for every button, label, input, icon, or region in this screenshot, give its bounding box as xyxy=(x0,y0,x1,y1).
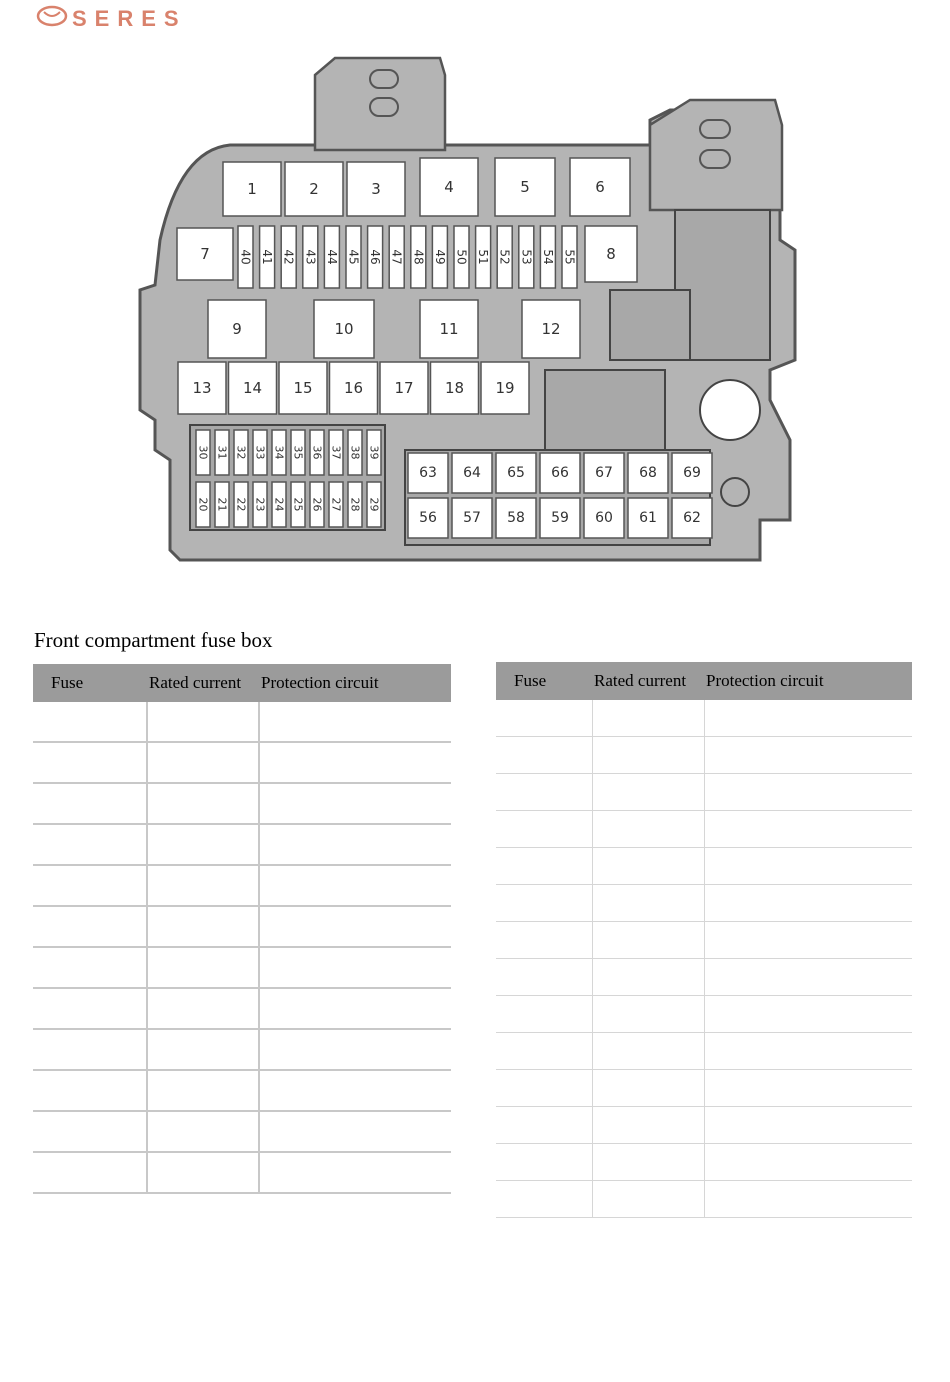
fuse-cell xyxy=(496,1033,592,1070)
fuse-cell xyxy=(496,811,592,848)
table-row xyxy=(496,1107,912,1144)
fuse-24 xyxy=(272,482,286,527)
fuse-59 xyxy=(540,498,580,538)
svg-text:13: 13 xyxy=(192,379,212,397)
fuse-32 xyxy=(234,430,248,475)
fuse-cell xyxy=(496,700,592,737)
fuse-31 xyxy=(215,430,229,475)
svg-text:40: 40 xyxy=(238,249,253,265)
svg-text:49: 49 xyxy=(432,249,447,265)
svg-text:27: 27 xyxy=(329,497,343,512)
svg-text:44: 44 xyxy=(324,249,339,265)
fuse-63 xyxy=(408,453,448,493)
fuse-23 xyxy=(253,482,267,527)
svg-text:33: 33 xyxy=(253,445,267,460)
table-row xyxy=(496,885,912,922)
protection-circuit-cell xyxy=(259,742,451,783)
rated-current-cell xyxy=(592,1107,704,1144)
svg-text:9: 9 xyxy=(232,320,242,338)
svg-text:17: 17 xyxy=(394,379,414,397)
fuse-6 xyxy=(570,158,630,216)
rated-current-cell xyxy=(592,1181,704,1218)
fuse-cell xyxy=(496,1070,592,1107)
fuse-27 xyxy=(329,482,343,527)
svg-text:45: 45 xyxy=(346,249,361,265)
svg-text:57: 57 xyxy=(463,510,481,526)
fuse-62 xyxy=(672,498,712,538)
protection-circuit-cell xyxy=(704,1181,912,1218)
rated-current-cell xyxy=(592,959,704,996)
rated-current-cell xyxy=(147,947,259,988)
svg-text:58: 58 xyxy=(507,510,525,526)
rated-current-cell xyxy=(592,885,704,922)
table-row xyxy=(33,783,451,824)
fuse-14 xyxy=(229,362,277,414)
protection-circuit-cell xyxy=(704,774,912,811)
svg-text:16: 16 xyxy=(343,379,364,397)
fuse-cell xyxy=(496,1107,592,1144)
svg-text:26: 26 xyxy=(310,497,324,512)
fuse-53 xyxy=(519,226,534,288)
protection-circuit-cell xyxy=(704,737,912,774)
fuse-26 xyxy=(310,482,324,527)
svg-text:25: 25 xyxy=(291,497,305,512)
fuse-cell xyxy=(496,922,592,959)
fuse-30 xyxy=(196,430,210,475)
fuse-8 xyxy=(585,226,637,282)
fuse-cell xyxy=(33,947,147,988)
rated-current-cell xyxy=(592,811,704,848)
table-row xyxy=(33,906,451,947)
svg-text:50: 50 xyxy=(454,249,469,265)
fuse-57 xyxy=(452,498,492,538)
table-row xyxy=(496,737,912,774)
rated-current-cell xyxy=(147,988,259,1029)
fuse-cell xyxy=(33,865,147,906)
svg-text:31: 31 xyxy=(215,445,229,460)
fuse-12 xyxy=(522,300,580,358)
fuse-49 xyxy=(432,226,447,288)
svg-text:60: 60 xyxy=(595,510,613,526)
rated-current-cell xyxy=(592,1070,704,1107)
protection-circuit-cell xyxy=(259,865,451,906)
fuse-54 xyxy=(540,226,555,288)
seres-logo-icon xyxy=(34,4,74,30)
fuse-cell xyxy=(496,959,592,996)
svg-text:18: 18 xyxy=(444,379,465,397)
protection-circuit-cell xyxy=(704,700,912,737)
rated-current-cell xyxy=(147,1070,259,1111)
fuse-1 xyxy=(223,162,281,216)
header-rated-current: Rated current xyxy=(592,662,704,700)
fuse-22 xyxy=(234,482,248,527)
fuse-28 xyxy=(348,482,362,527)
protection-circuit-cell xyxy=(259,1152,451,1193)
protection-circuit-cell xyxy=(704,922,912,959)
rated-current-cell xyxy=(592,922,704,959)
svg-text:19: 19 xyxy=(495,379,515,397)
fuse-41 xyxy=(260,226,275,288)
svg-text:51: 51 xyxy=(476,249,491,265)
svg-text:41: 41 xyxy=(260,249,275,265)
svg-text:68: 68 xyxy=(639,465,657,481)
fuse-table-right xyxy=(496,662,912,1218)
svg-text:22: 22 xyxy=(234,497,248,512)
fuse-48 xyxy=(411,226,426,288)
svg-text:39: 39 xyxy=(367,445,381,460)
fuse-box-diagram xyxy=(30,40,910,580)
fuse-10 xyxy=(314,300,374,358)
table-row xyxy=(33,865,451,906)
fuse-66 xyxy=(540,453,580,493)
protection-circuit-cell xyxy=(704,1107,912,1144)
fuse-cell xyxy=(496,996,592,1033)
seres-logo xyxy=(34,4,244,30)
svg-text:12: 12 xyxy=(541,320,561,338)
svg-text:6: 6 xyxy=(595,178,605,196)
table-row xyxy=(496,959,912,996)
rated-current-cell xyxy=(147,1029,259,1070)
fuse-15 xyxy=(279,362,327,414)
svg-text:8: 8 xyxy=(606,245,616,263)
fuse-11 xyxy=(420,300,478,358)
svg-text:7: 7 xyxy=(200,245,210,263)
svg-text:61: 61 xyxy=(639,510,657,526)
rated-current-cell xyxy=(592,996,704,1033)
table-row xyxy=(496,700,912,737)
table-row xyxy=(496,774,912,811)
fuse-44 xyxy=(324,226,339,288)
fuse-37 xyxy=(329,430,343,475)
table-row xyxy=(496,1033,912,1070)
fuse-40 xyxy=(238,226,253,288)
rated-current-cell xyxy=(147,865,259,906)
fuse-16 xyxy=(330,362,378,414)
svg-text:54: 54 xyxy=(540,249,555,265)
fuse-cell xyxy=(33,906,147,947)
svg-text:56: 56 xyxy=(419,510,437,526)
svg-text:14: 14 xyxy=(242,379,263,397)
fuse-61 xyxy=(628,498,668,538)
svg-text:55: 55 xyxy=(562,249,577,265)
header-fuse: Fuse xyxy=(33,664,147,702)
fuse-2 xyxy=(285,162,343,216)
header-fuse: Fuse xyxy=(496,662,592,700)
table-row xyxy=(33,1029,451,1070)
rated-current-cell xyxy=(147,824,259,865)
fuse-55 xyxy=(562,226,577,288)
svg-text:59: 59 xyxy=(551,510,569,526)
fuse-60 xyxy=(584,498,624,538)
protection-circuit-cell xyxy=(704,996,912,1033)
rated-current-cell xyxy=(147,1152,259,1193)
svg-text:65: 65 xyxy=(507,465,525,481)
fuse-cell xyxy=(33,824,147,865)
fuse-18 xyxy=(431,362,479,414)
fuse-38 xyxy=(348,430,362,475)
rated-current-cell xyxy=(147,906,259,947)
protection-circuit-cell xyxy=(259,702,451,742)
fuse-64 xyxy=(452,453,492,493)
fuse-cell xyxy=(496,737,592,774)
protection-circuit-cell xyxy=(259,988,451,1029)
svg-text:11: 11 xyxy=(439,320,459,338)
fuse-21 xyxy=(215,482,229,527)
fuse-45 xyxy=(346,226,361,288)
rated-current-cell xyxy=(147,702,259,742)
fuse-20 xyxy=(196,482,210,527)
fuse-29 xyxy=(367,482,381,527)
fuse-65 xyxy=(496,453,536,493)
rated-current-cell xyxy=(592,700,704,737)
section-title: Front compartment fuse box xyxy=(34,628,273,652)
rated-current-cell xyxy=(592,737,704,774)
fuse-cell xyxy=(33,702,147,742)
svg-text:29: 29 xyxy=(367,497,381,512)
svg-text:42: 42 xyxy=(281,249,296,265)
fuse-69 xyxy=(672,453,712,493)
table-row xyxy=(33,988,451,1029)
fuse-cell xyxy=(496,1181,592,1218)
fuse-3 xyxy=(347,162,405,216)
svg-text:64: 64 xyxy=(463,465,481,481)
protection-circuit-cell xyxy=(704,1144,912,1181)
protection-circuit-cell xyxy=(704,885,912,922)
protection-circuit-cell xyxy=(259,824,451,865)
svg-text:15: 15 xyxy=(293,379,313,397)
table-row xyxy=(33,1070,451,1111)
table-row xyxy=(33,742,451,783)
fuse-33 xyxy=(253,430,267,475)
svg-text:52: 52 xyxy=(497,249,512,265)
svg-text:37: 37 xyxy=(329,445,343,460)
svg-text:38: 38 xyxy=(348,445,362,460)
fuse-9 xyxy=(208,300,266,358)
svg-text:10: 10 xyxy=(334,320,354,338)
svg-text:63: 63 xyxy=(419,465,437,481)
protection-circuit-cell xyxy=(259,1070,451,1111)
svg-text:67: 67 xyxy=(595,465,613,481)
fuse-42 xyxy=(281,226,296,288)
protection-circuit-cell xyxy=(704,811,912,848)
fuse-68 xyxy=(628,453,668,493)
fuse-13 xyxy=(178,362,226,414)
svg-text:4: 4 xyxy=(444,178,454,196)
fuse-cell xyxy=(496,848,592,885)
svg-text:3: 3 xyxy=(371,180,381,198)
table-row xyxy=(33,1111,451,1152)
protection-circuit-cell xyxy=(259,1029,451,1070)
fuse-43 xyxy=(303,226,318,288)
fuse-cell xyxy=(33,1070,147,1111)
protection-circuit-cell xyxy=(704,959,912,996)
fuse-50 xyxy=(454,226,469,288)
fuse-39 xyxy=(367,430,381,475)
svg-text:1: 1 xyxy=(247,180,257,198)
table-row xyxy=(33,1152,451,1193)
table-header-row xyxy=(496,662,912,700)
svg-text:53: 53 xyxy=(519,249,534,265)
fuse-47 xyxy=(389,226,404,288)
protection-circuit-cell xyxy=(259,783,451,824)
rated-current-cell xyxy=(147,1111,259,1152)
table-row xyxy=(496,811,912,848)
table-row xyxy=(33,947,451,988)
protection-circuit-cell xyxy=(259,947,451,988)
fuse-19 xyxy=(481,362,529,414)
svg-text:66: 66 xyxy=(551,465,569,481)
table-row xyxy=(496,922,912,959)
fuse-34 xyxy=(272,430,286,475)
rated-current-cell xyxy=(147,742,259,783)
table-row xyxy=(496,1070,912,1107)
svg-text:48: 48 xyxy=(411,249,426,265)
fuse-7 xyxy=(177,228,233,280)
fuse-51 xyxy=(476,226,491,288)
fuse-table-left xyxy=(33,664,451,1194)
svg-text:34: 34 xyxy=(272,445,286,460)
table-header-row xyxy=(33,664,451,702)
svg-text:47: 47 xyxy=(389,249,404,265)
rated-current-cell xyxy=(592,774,704,811)
fuse-cell xyxy=(33,1111,147,1152)
svg-text:28: 28 xyxy=(348,497,362,512)
svg-text:24: 24 xyxy=(272,497,286,512)
fuse-cell xyxy=(33,1152,147,1193)
svg-text:2: 2 xyxy=(309,180,319,198)
svg-text:32: 32 xyxy=(234,445,248,460)
protection-circuit-cell xyxy=(704,1033,912,1070)
fuse-5 xyxy=(495,158,555,216)
fuse-36 xyxy=(310,430,324,475)
header-protection-circuit: Protection circuit xyxy=(259,664,451,702)
svg-text:30: 30 xyxy=(196,445,210,460)
svg-text:69: 69 xyxy=(683,465,701,481)
fuse-35 xyxy=(291,430,305,475)
fuse-58 xyxy=(496,498,536,538)
svg-text:21: 21 xyxy=(215,497,229,512)
table-row xyxy=(496,1181,912,1218)
protection-circuit-cell xyxy=(259,1111,451,1152)
rated-current-cell xyxy=(592,1033,704,1070)
protection-circuit-cell xyxy=(704,1070,912,1107)
header-rated-current: Rated current xyxy=(147,664,259,702)
protection-circuit-cell xyxy=(704,848,912,885)
fuse-52 xyxy=(497,226,512,288)
brand-name: SERES xyxy=(72,6,187,31)
svg-text:5: 5 xyxy=(520,178,530,196)
table-row xyxy=(496,1144,912,1181)
fuse-cell xyxy=(496,1144,592,1181)
fuse-17 xyxy=(380,362,428,414)
fuse-cell xyxy=(496,774,592,811)
fuse-46 xyxy=(368,226,383,288)
svg-text:35: 35 xyxy=(291,445,305,460)
fuse-25 xyxy=(291,482,305,527)
rated-current-cell xyxy=(592,1144,704,1181)
fuse-67 xyxy=(584,453,624,493)
fuse-cell xyxy=(33,1029,147,1070)
fuse-cell xyxy=(33,783,147,824)
svg-text:23: 23 xyxy=(253,497,267,512)
fuse-cell xyxy=(33,742,147,783)
protection-circuit-cell xyxy=(259,906,451,947)
svg-text:36: 36 xyxy=(310,445,324,460)
svg-text:43: 43 xyxy=(303,249,318,265)
fuse-cell xyxy=(33,988,147,1029)
rated-current-cell xyxy=(592,848,704,885)
fuse-4 xyxy=(420,158,478,216)
svg-text:46: 46 xyxy=(368,249,383,265)
fuse-56 xyxy=(408,498,448,538)
table-row xyxy=(33,702,451,742)
table-row xyxy=(496,848,912,885)
table-row xyxy=(496,996,912,1033)
fuse-cell xyxy=(496,885,592,922)
rated-current-cell xyxy=(147,783,259,824)
svg-text:20: 20 xyxy=(196,497,210,512)
svg-text:62: 62 xyxy=(683,510,701,526)
table-row xyxy=(33,824,451,865)
header-protection-circuit: Protection circuit xyxy=(704,662,912,700)
